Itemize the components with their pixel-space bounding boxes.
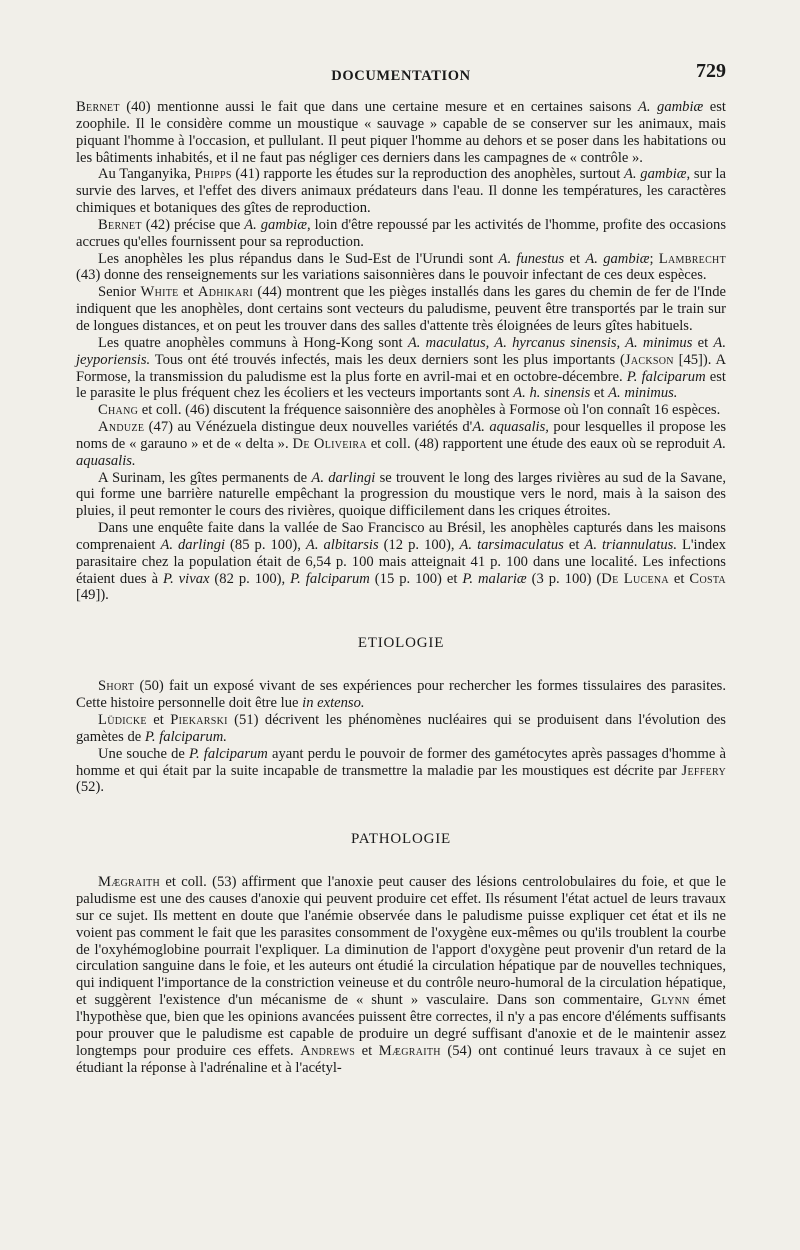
text-run: et: [668, 570, 690, 587]
text-run: et: [178, 284, 198, 301]
para-chang-46: [76, 402, 726, 419]
text-run: pour lesquelles il propose les noms de « garauno » et de « delta ».: [76, 419, 727, 452]
para-bernet-42: [76, 217, 726, 251]
para-jeffery-52: [76, 746, 726, 797]
author-name: Glynn: [650, 992, 690, 1009]
author-name: Lambrecht: [658, 250, 726, 267]
text-run: et: [355, 1042, 379, 1059]
species-name: A. darlingi: [160, 536, 226, 553]
text-run: , sur la survie des larves, et l'effet des divers animaux prédateurs dans l'eau. Il donne les températures, les caractères chimiques et botaniques des gîtes de reproduction.: [76, 166, 726, 217]
species-name: A. aquasalis,: [472, 419, 549, 436]
species-name: A. funestus: [498, 250, 565, 267]
text-run: [49]).: [76, 587, 109, 604]
author-name: De Lucena: [601, 570, 669, 587]
text-run: Au Tanganyika,: [98, 166, 195, 183]
text-run: Dans une enquête faite dans la vallée de Sao Francisco au Brésil, les anophèles capturés dans les maisons comprenaient: [76, 520, 726, 553]
author-name: Adhikari: [197, 284, 254, 301]
text-run: (54) ont continué leurs travaux à ce sujet en étudiant la réponse à l'adrénaline et à l'acétyl-: [76, 1042, 726, 1076]
species-name: A. tarsimaculatus: [459, 536, 564, 553]
text-run: L'index parasitaire chez la population était de 6,54 p. 100 mais atteignait 41 p. 100 dans une localité. Les infections étaient dues à: [76, 536, 726, 587]
species-name: A. darlingi: [311, 469, 376, 486]
para-ludicke-piekarski-51: [76, 712, 726, 746]
text-run: (85 p. 100),: [225, 536, 306, 553]
text-run: et: [563, 536, 585, 553]
text-run: , loin d'être repoussé par les activités de l'homme, profite des occasions accrues qu'elles fournissent pour sa reproduction.: [76, 216, 726, 250]
section-heading-etiologie: ETIOLOGIE: [357, 635, 445, 652]
species-name: A. h. sinensis: [513, 385, 591, 402]
para-hong-kong-45: [76, 335, 726, 402]
text-run: et coll. (46) discutent la fréquence saisonnière des anophèles à Formose où l'on connaît 16 espèces.: [138, 402, 721, 419]
text-run: ;: [649, 250, 659, 267]
text-run: émet l'hypothèse que, bien que les opinions avancées puissent être correctes, il n'y a pas encore d'éléments suffisants pour prouver que le paludisme est capable de produire un degré suffisant d'anoxie et de le maintenir assez longtemps pour produire ces effets.: [76, 992, 726, 1059]
text-run: A Surinam, les gîtes permanents de: [98, 469, 312, 486]
text-run: (40) mentionne aussi le fait que dans une certaine mesure et en certaines saisons: [119, 99, 638, 115]
author-name: Costa: [689, 570, 726, 587]
text-run: est le parasite le plus fréquent chez les écoliers et les vecteurs importants sont: [76, 368, 726, 402]
document-body: [76, 99, 726, 1076]
text-run: Les anophèles les plus répandus dans le Sud-Est de l'Urundi sont: [98, 250, 499, 267]
author-name: Mægraith: [98, 874, 161, 891]
species-name: A. maculatus, A. hyrcanus sinensis, A. minimus: [407, 334, 693, 351]
species-name: A. gambiæ: [244, 216, 307, 233]
para-phipps-41: [76, 166, 726, 217]
species-name: P. falciparum: [626, 368, 706, 385]
text-run: et coll. (53) affirment que l'anoxie peut causer des lésions centrolobulaires du foie, et que le paludisme est une des causes d'anoxie qui peuvent produire cet effet. Ils résument l'état actuel de leurs travaux sur ce sujet. Ils mettent en doute que l'anémie observée dans le paludisme puisse expliquer cet état et ils ne voient pas comment le fait que les parasites consomment de l'oxygène eux-mêmes ou qu'ils troublent la courbe de l'oxyhémoglobine pourrait l'expliquer. La diminution de l'apport d'oxygène peut provenir d'un retard de la circulation sanguine dans le foie, et les auteurs ont étudié la circulation hépatique par de nouvelles techniques, qui indiquent l'importance de la constriction veineuse et du contrôle neuro-humoral de la circulation hépatique, et suggèrent l'existence d'un mécanisme de « shunt » vasculaire. Dans son commentaire,: [76, 874, 726, 1009]
para-white-adhikari-44: [76, 284, 726, 335]
text-run: (43) donne des renseignements sur les variations saisonnières dans le pouvoir infectant de ces deux espèces.: [76, 267, 707, 284]
text-run: et: [146, 712, 171, 728]
text-run: (12 p. 100),: [378, 536, 460, 553]
text-run: et: [564, 250, 586, 267]
author-name: Bernet: [98, 216, 142, 233]
author-name: Chang: [98, 402, 139, 419]
species-name: A. jeyporiensis.: [76, 334, 726, 368]
text-run: (15 p. 100) et: [369, 570, 463, 587]
species-name: A. minimus.: [608, 385, 678, 402]
text-run: Tous ont été trouvés infectés, mais les deux derniers sont les plus importants (: [150, 351, 625, 368]
species-name: A. gambiæ: [585, 250, 650, 267]
para-anduze-47: [76, 419, 726, 470]
para-bernet-40: [76, 99, 726, 166]
text-run: (50) fait un exposé vivant de ses expériences pour rechercher les formes tissulaires des parasites. Cette histoire personnelle doit être lue: [76, 678, 726, 712]
text-run: et: [590, 385, 609, 402]
species-name: P. falciparum.: [144, 728, 227, 745]
species-name: A. triannulatus.: [584, 536, 677, 553]
para-lambrecht-43: [76, 251, 726, 285]
text-run: (44) montrent que les pièges installés dans les gares du chemin de fer de l'Inde indiquent que les anophèles, dont certains sont vecteurs du paludisme, peuvent être transportés par le train sur de longues distances, et on peut les trouver dans des salles d'attente très éloignées de leurs gîtes habituels.: [76, 284, 726, 334]
text-run: se trouvent le long des larges rivières au sud de la Savane, qui forme une barrière naturelle empêchant la progression du moustique vers le nord, mais à la saison des pluies, il peut remonter le cours des rivières, quoique difficilement dans les criques étroites.: [76, 469, 726, 520]
section-heading-pathologie: PATHOLOGIE: [351, 831, 451, 848]
species-name: P. falciparum: [188, 745, 268, 762]
text-run: et coll. (48) rapportent une étude des eaux où se reproduit: [366, 435, 714, 452]
text-run: ayant perdu le pouvoir de former des gamétocytes après passages d'homme à homme et qui était par la suite incapable de transmettre la maladie par les moustiques est décrite par: [76, 745, 726, 779]
text-run: Une souche de: [98, 745, 189, 762]
text-run: (41) rapporte les études sur la reproduction des anophèles, surtout: [231, 166, 625, 183]
species-name: A. aquasalis.: [76, 435, 726, 469]
author-name: Anduze: [98, 419, 145, 436]
text-run: est zoophile. Il le considère comme un moustique « sauvage » capable de se conserver sur les animaux, mais piquant l'homme à l'occasion, et pullulant. Il peut piquer l'homme au dehors et se poser dans les habitations ou les bâtiments inhabités, et il ne faut pas négliger ces derniers dans les campagnes de « contrôle ».: [76, 99, 726, 166]
species-name: A. gambiæ: [624, 166, 687, 183]
species-name: A. albitarsis: [305, 536, 379, 553]
text-run: (42) précise que: [141, 216, 245, 233]
text-run: (47) au Vénézuela distingue deux nouvelles variétés d': [144, 419, 473, 436]
running-title: DOCUMENTATION: [331, 68, 471, 84]
para-surinam: [76, 470, 726, 521]
species-name: P. falciparum: [290, 570, 370, 587]
author-name: Jeffery: [681, 762, 726, 779]
author-name: White: [140, 284, 179, 301]
para-maegraith-53: [76, 874, 726, 1076]
para-short-50: [76, 678, 726, 712]
author-name: Bernet: [76, 99, 120, 115]
text-run: (82 p. 100),: [209, 570, 291, 587]
text-run: et: [692, 334, 714, 351]
page-header: [76, 60, 726, 88]
author-name: Andrews: [300, 1042, 356, 1059]
text-run: (51) décrivent les phénomènes nucléaires qui se produisent dans l'évolution des gamètes de: [76, 712, 726, 745]
para-sao-francisco-49: [76, 520, 726, 604]
author-name: Mægraith: [378, 1042, 441, 1059]
author-name: Jackson: [624, 351, 674, 368]
author-name: Lüdicke: [98, 712, 147, 728]
text-run: (3 p. 100) (: [526, 570, 602, 587]
text-run: Senior: [98, 284, 141, 301]
species-name: P. malariæ: [462, 570, 527, 587]
text-run: [45]). A Formose, la transmission du paludisme est la plus forte en avril-mai et en octobre-décembre.: [76, 351, 726, 385]
page-number: 729: [696, 60, 726, 82]
author-name: Short: [98, 678, 135, 695]
text-run: (52).: [76, 779, 104, 796]
species-name: A. gambiæ: [637, 99, 704, 115]
author-name: Phipps: [194, 166, 232, 183]
species-name: P. vivax: [163, 570, 210, 587]
species-name: in extenso.: [302, 695, 365, 712]
text-run: Les quatre anophèles communs à Hong-Kong sont: [98, 334, 408, 351]
author-name: Piekarski: [170, 712, 228, 728]
author-name: De Oliveira: [292, 435, 367, 452]
